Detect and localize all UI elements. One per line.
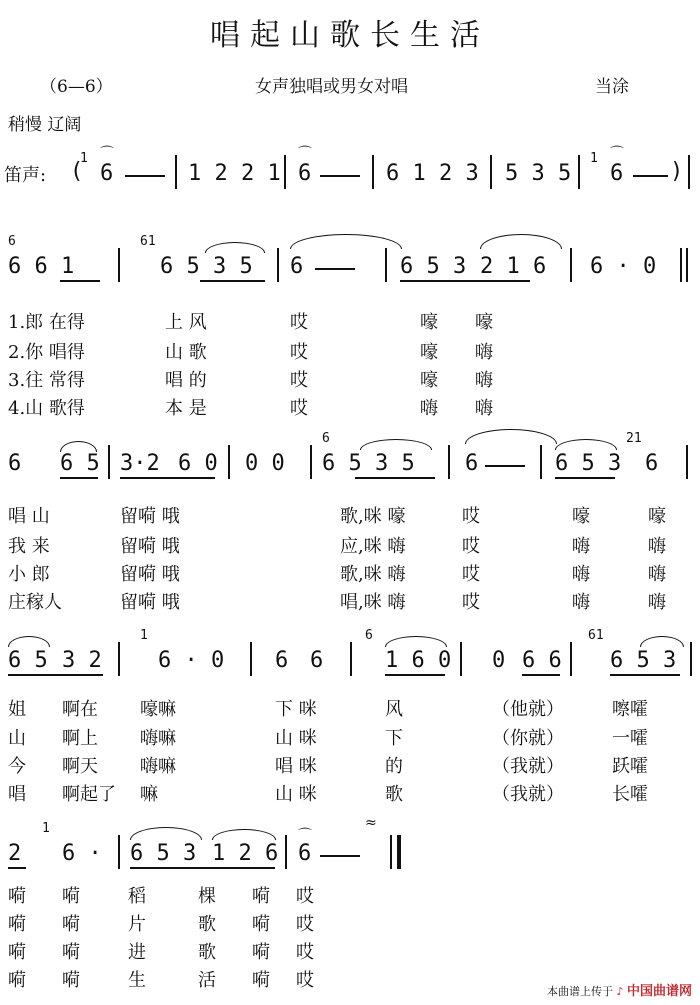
lyric: 嚓嚯: [612, 699, 648, 720]
note-group: 6 1 2 3: [386, 161, 479, 186]
intro-label: 笛声:: [4, 165, 47, 186]
dash-line: [320, 175, 360, 177]
lyric: 嗬: [8, 942, 26, 963]
note-group: 6 5 3 5: [160, 254, 253, 279]
lyric: 歌: [385, 784, 403, 805]
lyric: 今: [8, 756, 26, 777]
slur: [480, 234, 562, 249]
tempo-marking: 稍慢 辽阔: [8, 115, 82, 135]
lyric: （你就）: [492, 728, 564, 749]
lyric: 嗨: [648, 564, 666, 585]
final-bar-line: [397, 835, 401, 869]
lyric: 应,咪 嗨: [340, 536, 406, 557]
slur: [360, 439, 432, 450]
dash-line: [633, 175, 668, 177]
slur: [465, 429, 557, 444]
lyric: 啊起了: [62, 784, 116, 805]
lyric: 留嗬 哦: [120, 564, 180, 585]
bar-line: [350, 642, 352, 676]
lyric: 上 风: [165, 312, 207, 333]
lyric: （我就）: [492, 784, 564, 805]
note-group: 6: [290, 254, 304, 279]
fermata: ⌒: [100, 146, 114, 162]
lyric: 嗨: [572, 536, 590, 557]
lyric: 山 歌: [165, 342, 207, 363]
slur: [130, 827, 202, 840]
grace-note: 1: [80, 151, 88, 166]
lyric: 嗨: [420, 398, 438, 419]
lyric: 嗬: [8, 914, 26, 935]
fermata: ⌒: [298, 828, 312, 844]
bar-line: [460, 642, 462, 676]
bar-line: [118, 248, 120, 282]
dash-line: [320, 855, 360, 857]
lyric: 哎: [290, 370, 308, 391]
slur: [385, 636, 447, 647]
lyric: 哎: [462, 536, 480, 557]
lyric: 啊上: [62, 728, 98, 749]
lyric: 嘛: [140, 784, 158, 805]
site-footer[interactable]: [547, 980, 692, 999]
note-group: 0: [492, 648, 506, 673]
lyric: 嗨: [475, 342, 493, 363]
lyric: 嗨: [475, 370, 493, 391]
lyric: 下 咪: [275, 699, 317, 720]
note-group: 5 3 5: [505, 161, 572, 186]
slur: [640, 636, 684, 647]
lyric: 嗬: [62, 914, 80, 935]
lyric: 哎: [296, 942, 314, 963]
lyric: 姐: [8, 699, 26, 720]
note-group: 1 2 6: [212, 841, 279, 866]
lyric: 片: [128, 914, 146, 935]
lyric: 歌: [198, 914, 216, 935]
voice-note: 女声独唱或男女对唱: [255, 77, 408, 97]
bar-line: [680, 248, 682, 282]
fermata: ⌒: [610, 146, 624, 162]
note-group: 6 0: [178, 451, 218, 476]
lyric: 活: [198, 970, 216, 991]
note-group: 6 5 3: [400, 254, 467, 279]
bar-line: [686, 248, 688, 282]
bar-line: [390, 835, 392, 869]
staff-line-2: [0, 228, 700, 288]
fermata: ⌒: [298, 146, 312, 162]
underline: [355, 477, 435, 479]
note-group: 6 5: [60, 451, 100, 476]
lyric: 啊在: [62, 699, 98, 720]
note-group: 6: [465, 451, 479, 476]
lyric: 嚎嘛: [140, 699, 176, 720]
fermata: ≈: [365, 815, 377, 831]
lyric: 小 郎: [8, 564, 50, 585]
bar-line: [688, 155, 690, 189]
music-note-icon: ♪: [616, 985, 624, 998]
lyric: 庄稼人: [8, 592, 62, 613]
lyric: 唱,咪 嗨: [340, 592, 406, 613]
lyric: 嚎: [420, 342, 438, 363]
bar-line: [175, 155, 177, 189]
note-group: 6 5 3: [555, 451, 622, 476]
lyric: 哎: [290, 342, 308, 363]
underline: [385, 674, 445, 676]
lyric: 跃嚯: [612, 756, 648, 777]
lyric: 哎: [296, 914, 314, 935]
footer-prefix: 本曲谱上传于: [546, 985, 613, 998]
lyric: 嗨嘛: [140, 728, 176, 749]
note-group: 6 5 3: [130, 841, 197, 866]
lyric: 唱 的: [165, 370, 207, 391]
bar-line: [277, 248, 279, 282]
bar-line: [108, 445, 110, 479]
lyric: 我 来: [8, 536, 50, 557]
lyric: 本 是: [165, 398, 207, 419]
note-group: 3 2: [62, 648, 102, 673]
bar-line: [228, 445, 230, 479]
slur: [212, 829, 276, 840]
note-group: 2 1 6: [480, 254, 547, 279]
lyric: 嚎: [420, 312, 438, 333]
intro-staff: [0, 145, 700, 195]
grace-note: 6: [322, 431, 330, 446]
bar-line: [686, 445, 688, 479]
note-group: 6 · 0: [590, 254, 657, 279]
bar-line: [250, 642, 252, 676]
note-group: 2: [8, 841, 22, 866]
note-group: 6: [275, 648, 289, 673]
lyric: 嗬: [62, 970, 80, 991]
bar-line: [540, 445, 542, 479]
note-group: 6 · 0: [158, 648, 225, 673]
note-group: 6 6 1: [8, 254, 75, 279]
lyric: 哎: [462, 592, 480, 613]
staff-line-4: [0, 622, 700, 682]
lyric: 3.往 常得: [8, 370, 85, 391]
note-group: 3·2: [120, 451, 160, 476]
dash-line: [125, 175, 165, 177]
lyric: 嗬: [62, 942, 80, 963]
bar-line: [690, 642, 692, 676]
lyric: 嗬: [62, 886, 80, 907]
bar-line: [310, 445, 312, 479]
note-group: 6: [100, 161, 114, 186]
lyric: 嗬: [252, 970, 270, 991]
grace-note: 6: [365, 628, 373, 643]
note-group: ): [670, 159, 684, 184]
bar-line: [118, 642, 120, 676]
lyric: 嗨嘛: [140, 756, 176, 777]
lyric: 进: [128, 942, 146, 963]
note-group: 6: [310, 648, 324, 673]
note-group: 6 ·: [62, 841, 102, 866]
note-group: 6 6: [522, 648, 562, 673]
lyric: 4.山 歌得: [8, 398, 85, 419]
underline: [8, 674, 103, 676]
key-signature: （6—6）: [40, 77, 113, 97]
note-group: 6: [298, 161, 312, 186]
underline: [555, 477, 615, 479]
note-group: 6 5 3 5: [322, 451, 415, 476]
lyric: 嚎: [572, 506, 590, 527]
underline: [60, 280, 100, 282]
bar-line: [285, 835, 287, 869]
underline: [522, 674, 560, 676]
lyric: 嗨: [572, 564, 590, 585]
lyric: 唱 咪: [275, 756, 317, 777]
bar-line: [490, 155, 492, 189]
lyric: 哎: [462, 506, 480, 527]
lyric: 生: [128, 970, 146, 991]
lyric: 哎: [296, 886, 314, 907]
slur: [205, 242, 265, 253]
staff-line-3: [0, 425, 700, 485]
lyric: 留嗬 哦: [120, 506, 180, 527]
lyric: 哎: [296, 970, 314, 991]
note-group: 6 5 3: [610, 648, 677, 673]
bar-line: [118, 835, 120, 869]
lyric: 嗬: [252, 886, 270, 907]
lyric: 嗬: [252, 914, 270, 935]
note-group: 6: [8, 451, 22, 476]
lyric: 2.你 唱得: [8, 342, 85, 363]
lyric: 嗨: [648, 536, 666, 557]
grace-note: 1: [590, 151, 598, 166]
grace-note: 1: [140, 628, 148, 643]
underline: [120, 477, 215, 479]
lyric: （我就）: [492, 756, 564, 777]
lyric: 唱: [8, 784, 26, 805]
grace-note: 1: [42, 821, 50, 836]
lyric: 嚎: [648, 506, 666, 527]
note-group: 6: [298, 841, 312, 866]
grace-note: 6: [8, 234, 16, 249]
lyric: 嗨: [648, 592, 666, 613]
dash-line: [315, 268, 355, 270]
bar-line: [284, 155, 286, 189]
grace-note: 61: [588, 628, 604, 643]
lyric: 歌,咪 嚎: [340, 506, 406, 527]
lyric: 稻: [128, 886, 146, 907]
lyric: 山 咪: [275, 728, 317, 749]
note-group: (: [70, 159, 84, 184]
lyric: 留嗬 哦: [120, 536, 180, 557]
note-group: 6: [645, 451, 659, 476]
underline: [60, 477, 98, 479]
grace-note: 61: [140, 234, 156, 249]
underline: [8, 867, 26, 869]
slur: [290, 234, 402, 249]
bar-line: [578, 155, 580, 189]
lyric: 1.郎 在得: [8, 312, 85, 333]
lyric: 下: [385, 728, 403, 749]
note-group: 1 2 2 1: [188, 161, 281, 186]
lyric: 哎: [290, 312, 308, 333]
dash-line: [485, 465, 525, 467]
slur: [8, 636, 50, 647]
lyric: 嚎: [475, 312, 493, 333]
lyric: 嗬: [252, 942, 270, 963]
song-title: 唱起山歌长生活: [210, 18, 490, 53]
lyric: 唱 山: [8, 506, 50, 527]
note-group: 6 5: [8, 648, 48, 673]
lyric: 山: [8, 728, 26, 749]
note-group: 6: [610, 161, 624, 186]
bar-line: [385, 248, 387, 282]
song-origin: 当涂: [595, 77, 629, 97]
lyric: 嗨: [475, 398, 493, 419]
staff-line-5: [0, 815, 700, 875]
lyric: 的: [385, 756, 403, 777]
lyric: 嗬: [8, 886, 26, 907]
underline: [400, 280, 530, 282]
lyric: 嗬: [8, 970, 26, 991]
lyric: （他就）: [492, 699, 564, 720]
lyric: 歌: [198, 942, 216, 963]
bar-line: [570, 642, 572, 676]
grace-note: 21: [626, 431, 642, 446]
lyric: 留嗬 哦: [120, 592, 180, 613]
lyric: 嚎: [420, 370, 438, 391]
slur: [555, 439, 617, 450]
lyric: 长嚯: [612, 784, 648, 805]
lyric: 山 咪: [275, 784, 317, 805]
lyric: 棵: [198, 886, 216, 907]
lyric: 一嚯: [612, 728, 648, 749]
lyric: 啊天: [62, 756, 98, 777]
underline: [200, 280, 265, 282]
site-brand[interactable]: 中国曲谱网: [626, 984, 692, 999]
lyric: 歌,咪 嗨: [340, 564, 406, 585]
lyric: 风: [385, 699, 403, 720]
bar-line: [372, 155, 374, 189]
note-group: 0 0: [245, 451, 285, 476]
note-group: 1 6 0: [385, 648, 452, 673]
underline: [610, 674, 680, 676]
underline: [130, 867, 275, 869]
bar-line: [448, 445, 450, 479]
lyric: 嗨: [572, 592, 590, 613]
lyric: 哎: [462, 564, 480, 585]
lyric: 哎: [290, 398, 308, 419]
bar-line: [570, 248, 572, 282]
